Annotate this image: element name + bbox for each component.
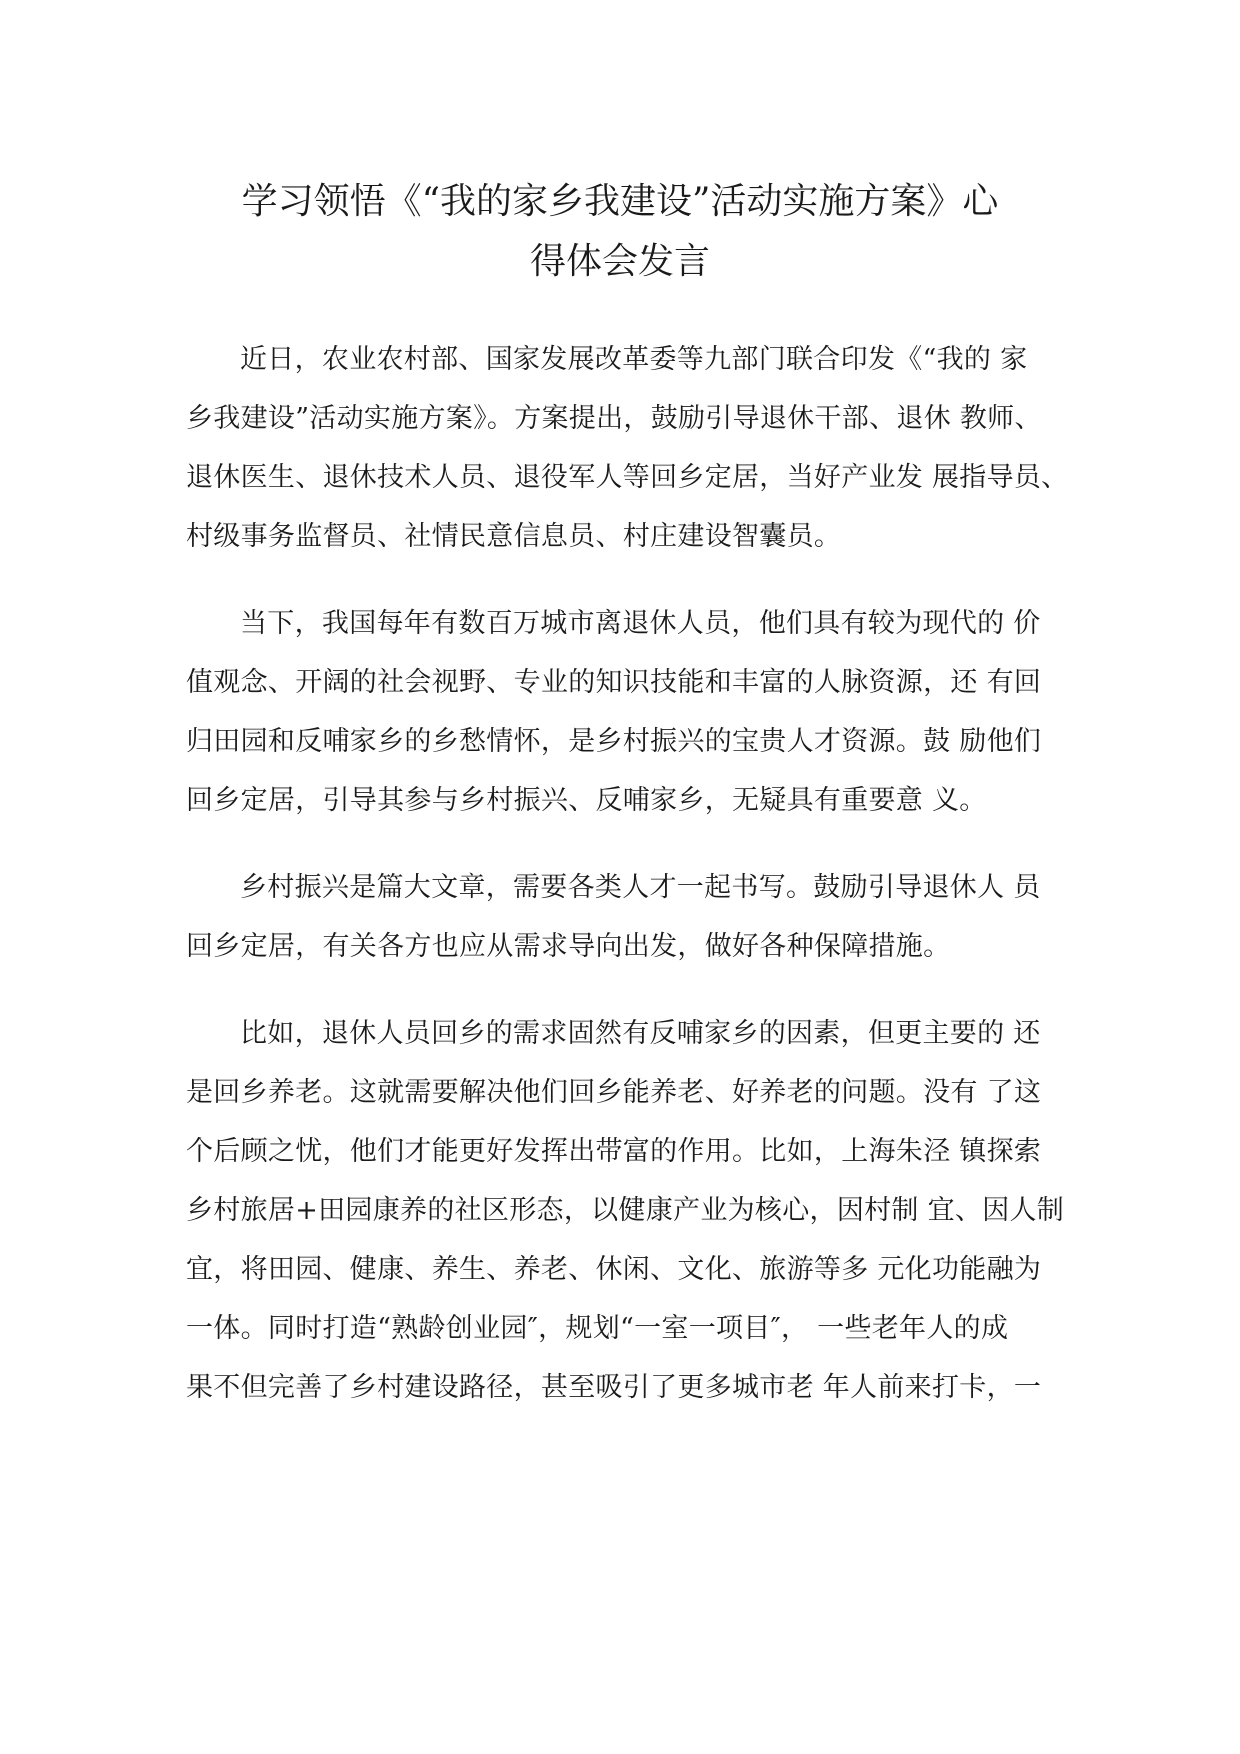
paragraph-line: 乡我建设”活动实施方案》。方案提出，鼓励引导退休干部、退休 教师、 xyxy=(186,403,1042,434)
paragraph-1 xyxy=(186,330,1070,566)
title-line: 学习领悟《“我的家乡我建设”活动实施方案》心 xyxy=(241,181,999,222)
paragraph-3 xyxy=(186,858,1070,976)
paragraph-line: 值观念、开阔的社会视野、专业的知识技能和丰富的人脉资源，还 有回 xyxy=(186,667,1042,698)
paragraph-line: 乡村振兴是篇大文章，需要各类人才一起书写。鼓励引导退休人 员 xyxy=(240,872,1041,903)
paragraph-line: 宜，将田园、健康、养生、养老、休闲、文化、旅游等多 元化功能融为 xyxy=(186,1254,1042,1285)
paragraph-line: 果不但完善了乡村建设路径，甚至吸引了更多城市老 年人前来打卡，一 xyxy=(186,1372,1042,1403)
title-line: 得体会发言 xyxy=(529,241,710,282)
document-body xyxy=(186,330,1070,1445)
paragraph-line: 村级事务监督员、社情民意信息员、村庄建设智囊员。 xyxy=(186,521,842,552)
paragraph-line: 回乡定居，引导其参与乡村振兴、反哺家乡，无疑具有重要意 义。 xyxy=(186,785,987,816)
document-title xyxy=(150,172,1090,292)
paragraph-line: 一体。同时打造“熟龄创业园″，规划“一室一项目″， 一些老年人的成 xyxy=(186,1313,1009,1344)
paragraph-line: 是回乡养老。这就需要解决他们回乡能养老、好养老的问题。没有 了这 xyxy=(186,1077,1042,1108)
paragraph-line: 退休医生、退休技术人员、退役军人等回乡定居，当好产业发 展指导员、 xyxy=(186,462,1069,493)
paragraph-line: 归田园和反哺家乡的乡愁情怀，是乡村振兴的宝贵人才资源。鼓 励他们 xyxy=(186,726,1042,757)
paragraph-line: 回乡定居，有关各方也应从需求导向出发，做好各种保障措施。 xyxy=(186,931,951,962)
paragraph-line: 个后顾之忧，他们才能更好发挥出带富的作用。比如，上海朱泾 镇探索 xyxy=(186,1136,1042,1167)
paragraph-4 xyxy=(186,1004,1070,1417)
paragraph-line: 当下，我国每年有数百万城市离退休人员，他们具有较为现代的 价 xyxy=(240,608,1041,639)
paragraph-line: 近日，农业农村部、国家发展改革委等九部门联合印发《“我的 家 xyxy=(240,344,1028,375)
paragraph-2 xyxy=(186,594,1070,830)
paragraph-line: 比如，退休人员回乡的需求固然有反哺家乡的因素，但更主要的 还 xyxy=(240,1018,1041,1049)
paragraph-line: 乡村旅居+田园康养的社区形态，以健康产业为核心，因村制 宜、因人制 xyxy=(186,1195,1065,1226)
